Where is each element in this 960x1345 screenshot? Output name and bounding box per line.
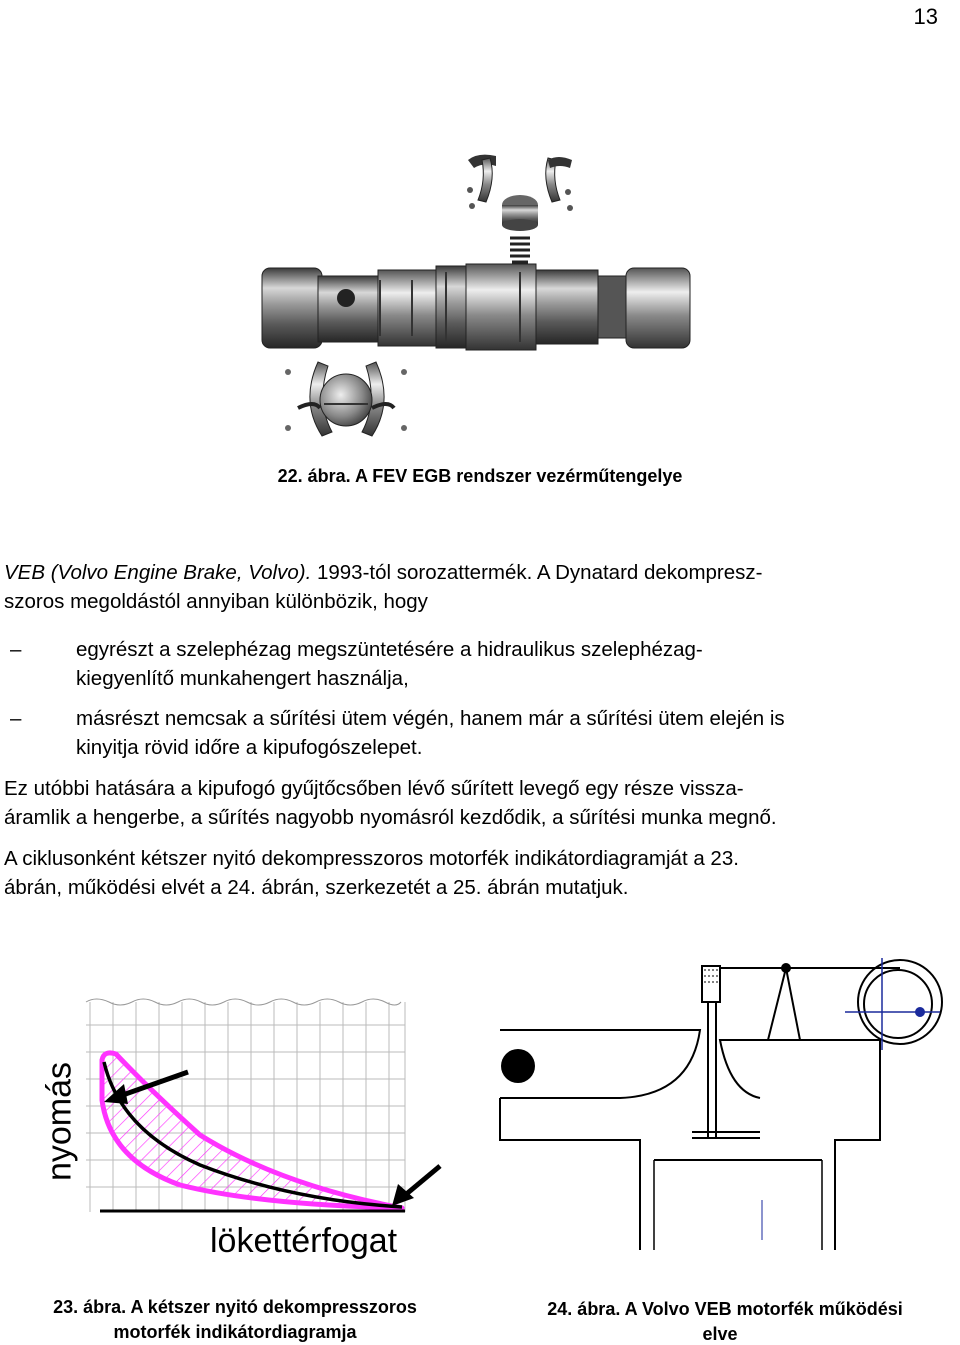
intro-line1 xyxy=(4,558,956,587)
cam-lobe xyxy=(915,1007,925,1017)
arrow-lower xyxy=(392,1166,440,1206)
hydraulic-cylinder xyxy=(702,966,720,1002)
bullet1-marker: – xyxy=(10,638,22,661)
lower-parts xyxy=(285,362,407,436)
valve xyxy=(692,1000,760,1138)
bullet2-line1: másrészt nemcsak a sűrítési ütem végén, hanem már a sűrítési ütem elején is xyxy=(76,707,785,730)
rocker-arm xyxy=(768,968,800,1040)
upper-parts xyxy=(467,155,573,262)
camshaft-circle-outer xyxy=(858,960,942,1044)
diagram-wavy-top xyxy=(86,999,401,1005)
veb-schematic xyxy=(490,960,950,1260)
bullet2-line2: kinyitja rövid időre a kipufogószelepet. xyxy=(76,736,423,759)
para3-line1: A ciklusonként kétszer nyitó dekompresszoros motorfék indikátordiagramját a 23. xyxy=(4,847,739,870)
intro-italic: VEB (Volvo Engine Brake, Volvo). xyxy=(4,561,312,584)
x-axis-label: lökettérfogat xyxy=(210,1222,398,1260)
intro-line2: szoros megoldástól annyiban különbözik, hogy xyxy=(4,590,428,613)
intro-rest: 1993-tól sorozattermék. A Dynatard dekompresz- xyxy=(311,561,763,584)
bullet1-line1: egyrészt a szelephézag megszüntetésére a hidraulikus szelephézag- xyxy=(76,638,703,661)
figure22-caption: 22. ábra. A FEV EGB rendszer vezérműtengelye xyxy=(277,466,683,486)
page-number: 13 xyxy=(913,4,938,29)
figure24-caption-line1: 24. ábra. A Volvo VEB motorfék működési xyxy=(547,1299,903,1319)
figure23-caption-line2: motorfék indikátordiagramja xyxy=(113,1322,357,1342)
para2-line2: áramlik a hengerbe, a sűrítés nagyobb nyomásról kezdődik, a sűrítési munka megnő. xyxy=(4,806,777,829)
bullet1-line2: kiegyenlítő munkahengert használja, xyxy=(76,667,409,690)
para3-line2: ábrán, működési elvét a 24. ábrán, szerkezetét a 25. ábrán mutatjuk. xyxy=(4,876,629,899)
camshaft xyxy=(262,264,690,350)
para2-line1: Ez utóbbi hatására a kipufogó gyűjtőcsőben lévő sűrített levegő egy része vissza- xyxy=(4,777,744,800)
camshaft-circle-inner xyxy=(864,970,932,1038)
figure24-caption-line2: elve xyxy=(702,1324,738,1344)
y-axis-label: nyomás xyxy=(40,1061,79,1182)
camshaft-figure xyxy=(0,0,960,460)
bullet2-marker: – xyxy=(10,707,22,730)
engine-body xyxy=(500,1030,880,1250)
figure23-caption-line1: 23. ábra. A kétszer nyitó dekompresszoros xyxy=(53,1297,417,1317)
intake-valve-bead xyxy=(501,1049,535,1083)
